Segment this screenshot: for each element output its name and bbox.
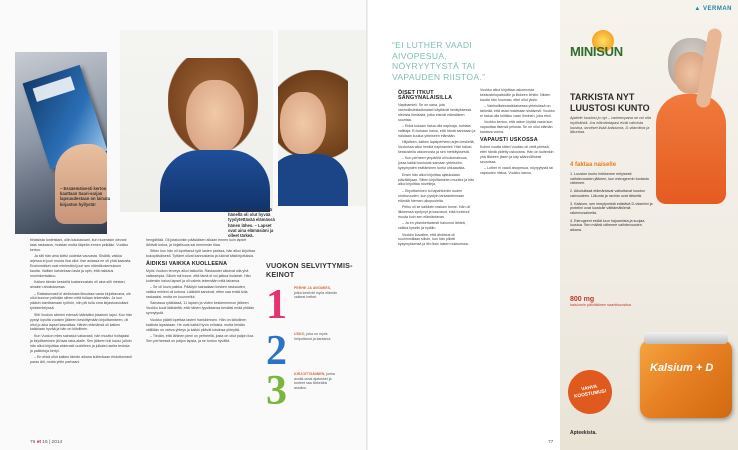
paragraph: Hiljalleen, kaiken lapsiperheen arjen keskellä, Vuokossa alkoi herätä napinamieli. Hän halusi keskustella uskonnosta ja sen merkityksestä.: [398, 140, 475, 154]
book-title-graphic: [33, 76, 75, 102]
paragraph: Pelko oli se kaikkein raskain tunne. Hän oli liikkeessä syntynyt ja kasvanut, eikä tuntenut muuta kuin sen elämäntavan.: [398, 205, 471, 219]
facts-list: [570, 172, 654, 233]
tip-text: [294, 286, 338, 300]
ad-intro: Ajattele luustosi jo nyt – vanhempana se voi olla myöhäistä. Jos elämäntapasi eivät vahvista luustoa, tarvitset lisää kalsiumia, D-vitamiinia ja liikuntaa.: [570, 116, 651, 135]
paragraph: Kaiken tämän keskellä kustannustalo oli aina silti mestari, ainakin rahoituksessa.: [30, 280, 126, 290]
section-heading: VAPAUSTI USKOSSA: [480, 137, 538, 144]
brand-logo: [570, 36, 640, 62]
issue-number: 16 | 2014: [42, 440, 63, 445]
product-jar: [640, 340, 732, 418]
brand-name: MINISUN: [570, 44, 623, 59]
pull-quote: “EI LUTHER VAADI AIVOPESUA, NÖYRYYTYSTÄ TAI VAPAUDEN RIISTOA.”: [392, 40, 486, 82]
tip-title: KIRJOITTAMINEN,: [294, 372, 326, 376]
paragraph: Vuokko kertoo, että uskon löytää vasta kun vapauttaa itsensä pelosta. Se on ollut elämän kantava voima.: [480, 120, 553, 135]
tip-text: [294, 372, 338, 390]
paragraph: tiiriaisista tunteistani, ollin kaukausani, kun huomasin olevani taas raskaana, muistan mutta liäpeän ennen pelkään, Vuokko kertoo.: [30, 238, 129, 252]
dose-subtext: kalsiumin päivittäinen saantisuositus: [570, 303, 632, 307]
survival-tips-box: [266, 262, 358, 450]
left-page: [0, 0, 368, 450]
paragraph: – Kun perheen ympärillä oli kokonaisuus, jossa kaikki kuuluivat samaan yhteisöön, kysymysten esittäminen tuntui uhkaavalta.: [398, 156, 468, 171]
dose-value: 800 mg: [570, 296, 595, 303]
right-column-2: [480, 88, 556, 438]
tip-number: 3: [266, 368, 287, 414]
tip-text: [294, 332, 338, 341]
fact-item: 4. Estrogeeni estää luun hajoamista ja suojaa luustoa. Sen määrä vähenee vaihdevuosien aikana.: [570, 218, 645, 233]
tip-title: USKO,: [294, 332, 306, 336]
portrait-face: [186, 80, 244, 154]
paragraph: Myös Vuokon terveys alkoi takkuilla. Raskaudet alkoivat olla yhä vaikeampia. Silloin tuli tunne, että tämä ei voi jatkua ikuisesti. Hän kuitenkin halusi lapset ja oli valmis tekemään mitä tahansa.: [146, 269, 251, 283]
badge-text: VAHVA KOOSTUMUS!: [573, 384, 608, 400]
right-page-footer: [548, 440, 553, 445]
vendor-name: VERMAN: [702, 6, 732, 12]
paragraph: Vuokko alkoi kirjoittaa uskonnosta keskustelupalstoille ja liikkeen lehtiin. Niiden kautta hän huomasi, ettei ollut yksin.: [480, 88, 551, 102]
right-column-1: [398, 88, 476, 438]
portrait-photo-left: [120, 30, 273, 212]
tip-title: PERHE JA AVIOMIES,: [294, 286, 332, 290]
paragraph: Samassa rytäkässä, 11 lapsen ja viiden keskenmenon jälkeen Vuokko kuuli lääkäriltä, että hänen fyysikkansa kestäisi enää yhtään synnytystä.: [146, 301, 254, 316]
paragraph: Silti Vuokon silmien edessä hääriväisi jokainen lapsi. Kun hän pystyi lopulta vuosien jälkeen keskittymään kirjoittamiseen, oli ollut jo aika lapset kasvattaa. Hänen elämänsä oli kaiken kaikkiaan hyvää ja hän on kiitollinen.: [30, 312, 132, 332]
badge-sticker: [565, 367, 616, 418]
paragraph: – Ja en yksinkertaisesti halunnut lähteä, vaikka kyselin ja epäilin.: [398, 221, 466, 231]
facts-title: 4 faktaa naiselle: [570, 162, 617, 168]
magazine-name: et: [36, 440, 41, 445]
paragraph: Ensin hän alkoi kirjoittaa ajatuksiaan päiväkirjaan. Sitten kirjoittaminen muuttui ja hän alkoi kirjoittaa novelleja.: [398, 172, 475, 187]
fact-item: 2. Aikuisiässä elämäntavat vaikuttavat luuston vahvuuteen. Liikunta ja ravinto ovat tärkeitä.: [570, 189, 646, 198]
paragraph: Ja silti hän aina iloitsi uudesta vauvasta. Sisältä, vaikka arjessa ei juuri muuta iloa ollut. Itse asiassa ne oli yhtä kaaosta. Ensimmäiset ovat mielestäni juuri sen elämäkokemuksen kautta. Valitsin kahdeksan lasta ja opin, että rakkaus moninkertaistuu.: [30, 254, 132, 278]
paragraph: Kun Vuokon mies sairastui vakavasti, hän muuttui hoitajaksi ja kirjoittaminen jäi taas taka-alalle. Sen jälkeen tuli kausi, jolloin hän alkoi kirjoittaa ahkerasti uudelleen ja julkaisi useita teoksia ja palkintoja kertyi.: [30, 333, 132, 353]
paragraph: – En ehkä ollut kaiken tämän aikana kuitenkaan ehdottomasti paras äiti, mutta yritin parhaani.: [30, 354, 132, 364]
paragraph: Vuokko päätti lopettaa lasten hankkimisen. Hän on kiitollinen kaikista lapsistaan. He ovat kaikki hyvin erilaisia, mutta heidän välillään on vahva yhteys ja kaikki pitävät toisiinsa yhteyttä.: [146, 317, 247, 332]
left-page-footer: [30, 440, 62, 445]
portrait-caption: Vuokko Taivonen, että hänellä oli olut hyvää tyydytettävää elämässä hänen lähes. – Lapset ovat aina elämäsiäni ja olleet tärkeä.: [228, 207, 275, 239]
section-heading: ÄIDIKSI VAIKKA KUOLLEENA: [146, 261, 228, 268]
product-name: Kalsium + D: [650, 362, 714, 374]
pharmacy-note: Apteekista.: [570, 430, 597, 436]
tip-body: jotka kestivät myös elämän vaikeat hetket.: [294, 290, 338, 300]
paragraph: – Tiedän, että lähinen pieni on perheellä, josta on ollut paljon iloa. Sen perheessä on paljon lapsia, ja se tuntuu hyvältä.: [146, 333, 255, 343]
fact-item: 3. Kalsium, sen imeytymistä edistävä D-vitamiini ja proteiini ovat luustolle välttämättömiä rakennusaineita.: [570, 201, 653, 215]
paragraph: Sitten kun hän oli lopettanut työt lasten parissa, hän alkoi kirjoittaa kokopäiväisesti. Tyttäret olivat kannustavia ja lukivat käsikirjoituksia.: [146, 249, 256, 259]
paragraph: hengähtää. Oli jotakuinkin pääsiäisen aikaan ennen kuin lapset lähtivät kotoa, ja kirjallisuus sai enemmän tilaa.: [146, 238, 247, 247]
vendor-logo: ▲ VERMAN: [694, 6, 732, 12]
page-number: 76: [30, 440, 36, 445]
paragraph: – Luther ei vaadi aivopesua, nöyryytystä tai vapauden riistoa, Vuokko sanoo.: [480, 166, 553, 176]
paragraph: Napinamieli. Se on sana, jota vanhoillislestadiolaiset käyttävät herätyksessä olevista ihmisistä, jotka etsivät elämälleen suuntaa.: [398, 102, 472, 122]
paragraph: – Kirjoittaminen toi tapahtumiin uuden ulottuvuuden, kun pystyin tarkastelemaan elämää hieman ulkopuolelta.: [398, 188, 465, 203]
section-heading: ÖISET ITKUT SÄNGYNALAISILLA: [398, 90, 453, 101]
tip-number: 2: [266, 328, 287, 374]
left-column-1: [30, 238, 132, 438]
tip-item: [266, 284, 356, 328]
paragraph: – Ehkä kukaan halua olla napinaja, turhista valittaja. Ei kukaan halua, että häntä sanotaan ja halutaan kuulua yhteiseen elämään.: [398, 123, 476, 138]
paragraph: – Se oli kova paikka. Päädyin sairaalaan kesken raskauden, vaikka mieleni oli kotona. Lääkärit sanoivat, etten saa enää tulla raskaaksi, mutta en kuunnellut.: [146, 285, 248, 300]
hand-graphic: [55, 144, 107, 224]
tip-item: [266, 370, 356, 414]
tip-body: joka on myös helpottanut ja kantanut.: [294, 332, 332, 341]
paragraph: Vuokko kuvailee, että ahdistus oli suurimmillaan silloin, kun hän piilotti kysymyksensä ja itki öisin lasten nukkuessa.: [398, 232, 469, 247]
portrait-shirt: [160, 150, 270, 212]
tip-body: jonka avulla omat ajatukset ja tunteet saa tärkeäksi asioiksi.: [294, 372, 335, 390]
product-lid: [644, 332, 728, 344]
tip-number: 1: [266, 282, 287, 328]
portrait2-shirt: [278, 154, 348, 206]
ad-headline: TARKISTA NYT LUUSTOSI KUNTO: [570, 92, 650, 113]
model-photo: [646, 18, 738, 318]
dose-info: [570, 296, 640, 308]
paragraph: – Vanhoillislestadiolaisessa yhteisössä on tärkeää, että asiat hoidetaan sisäisesti. Vuokko ei halua olla kriitikko vaan ihminen, joka etsii.: [480, 104, 555, 119]
page-number: 77: [548, 440, 554, 445]
paragraph: Kolme vuotta sitten Vuokko oli vielä piirissä, ettei häntä pidetty uskovana. Hän on kuitenkin yhä liikkeen jäsen ja käy säännöllisesti seuroissa.: [480, 145, 554, 164]
model-body: [656, 94, 726, 204]
left-column-2: [146, 238, 256, 438]
tips-title: VUOKON SELVIYTYMIS-KEINOT: [266, 261, 353, 279]
minisun-advertisement: [560, 0, 738, 450]
book-caption: – Essäemäisesti kertoo kauttaan Saari-sarjan lapsuudestaan on lainata kirjaston hyllystä!: [60, 186, 111, 207]
portrait2-face: [280, 92, 326, 154]
portrait-photo-right: [278, 30, 366, 206]
paragraph: – Ratkaisevasti ei ahdistusta tiksuissa vasta kirjoittavana, ole ollut kunnon pelkään siihen mitä tullaan tekemään. Ja kun pääsin toimittamaan työhön, niin piti tulla oma kirjastoasioitani työskentelyssä.: [30, 291, 131, 311]
fact-item: 1. Luuston kunto heikkenee erityisesti vaihdevuosien jälkeen, kun estrogeenin tuotanto vähenee.: [570, 172, 649, 186]
